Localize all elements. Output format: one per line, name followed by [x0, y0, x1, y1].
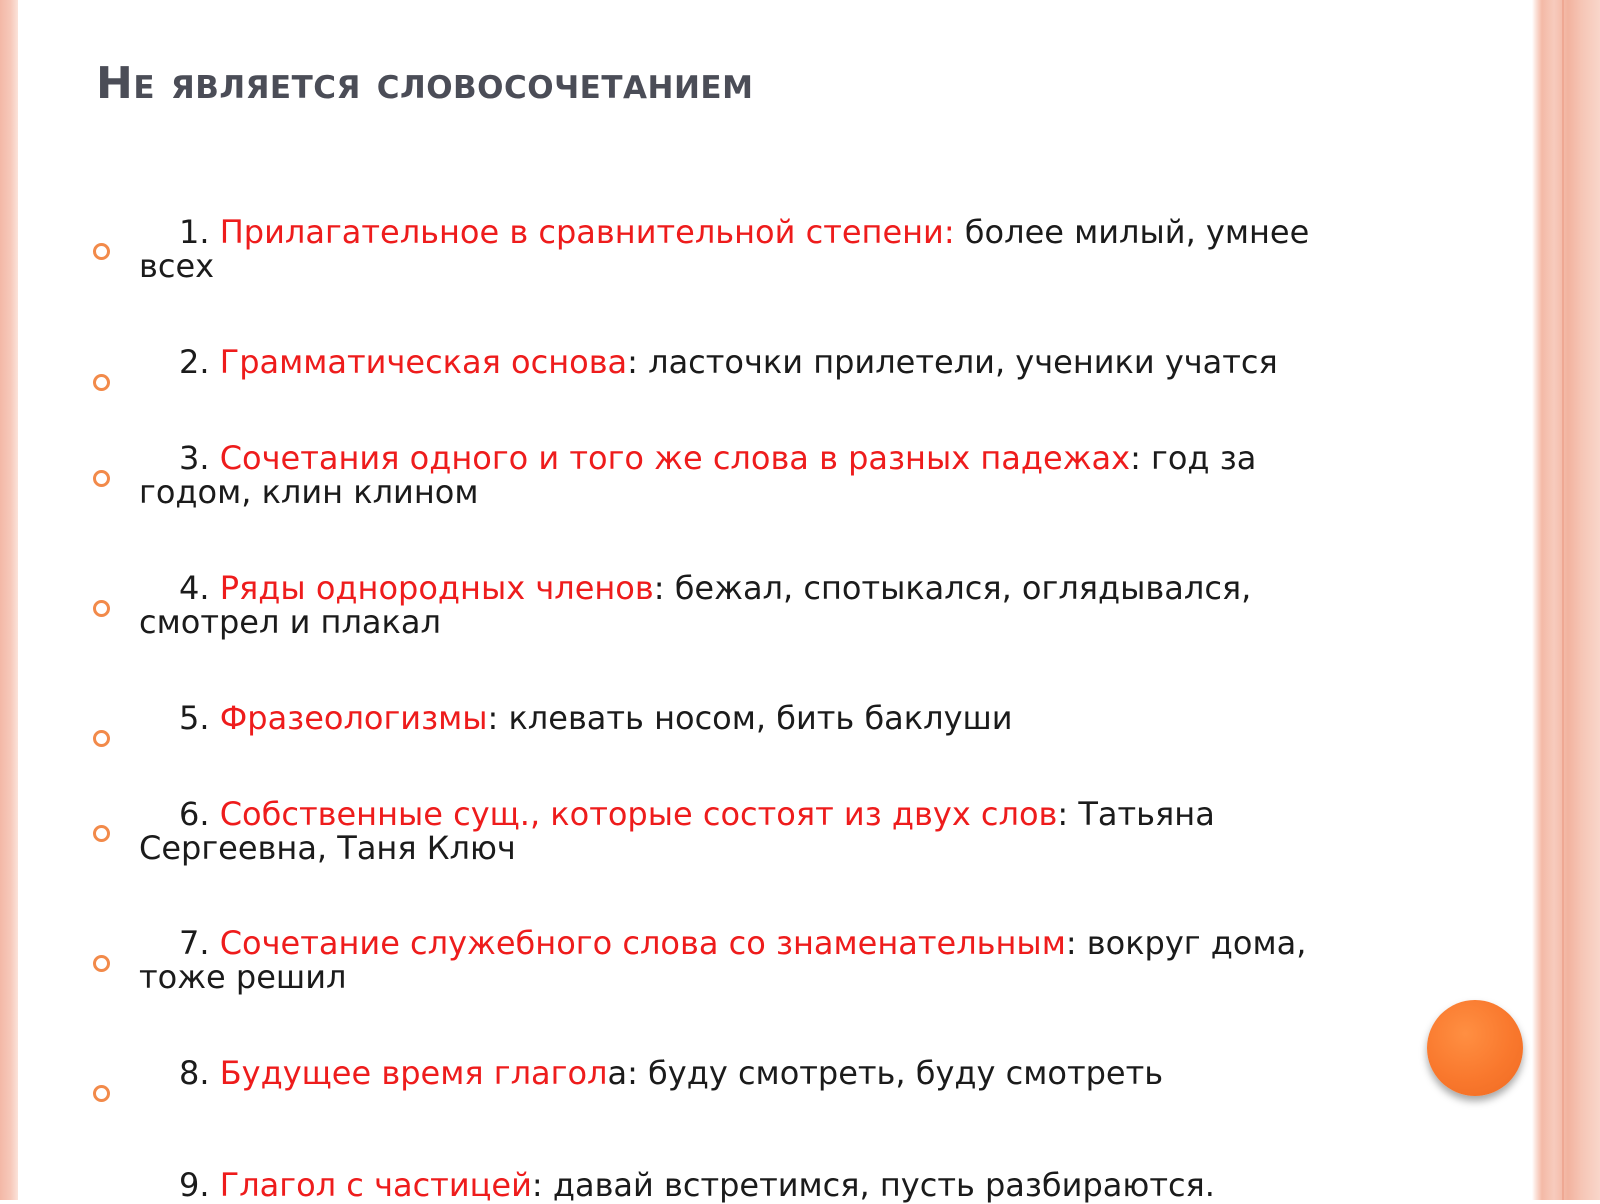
item-number: 4: [179, 569, 200, 607]
list-item: 9. Глагол с частицей: давай встретимся, пусть разбираются.: [179, 1166, 1215, 1204]
item-term: Фразеологизмы: [219, 699, 488, 737]
item-term: Сочетания одного и того же слова в разных падежах: [219, 439, 1131, 477]
item-number: 6: [179, 795, 200, 833]
left-border-decoration: [0, 0, 18, 1200]
list-item: 6. Собственные сущ., которые состоят из двух слов: Татьяна Сергеевна, Таня Ключ: [139, 795, 1215, 867]
item-term: Будущее время глагол: [219, 1054, 608, 1092]
list-item: 5. Фразеологизмы: клевать носом, бить баклуши: [179, 699, 1013, 737]
item-number: 9: [179, 1166, 200, 1204]
bullet-icon: [93, 243, 110, 260]
item-term: Ряды однородных членов: [219, 569, 654, 607]
item-example: : давай встретимся, пусть разбираются.: [531, 1166, 1215, 1204]
item-term: Грамматическая основа: [219, 343, 628, 381]
item-example: : бежал, спотыкался, оглядывался, смотрел и плакал: [139, 569, 1252, 641]
list-item: 7. Сочетание служебного слова со знаменательным: вокруг дома, тоже решил: [139, 924, 1307, 996]
item-example: : вокруг дома, тоже решил: [139, 924, 1307, 996]
item-example: а: буду смотреть, буду смотреть: [607, 1054, 1164, 1092]
item-number: 3: [179, 439, 200, 477]
bullet-icon: [93, 730, 110, 747]
item-number: 1: [179, 213, 200, 251]
item-example: : ласточки прилетели, ученики учатся: [627, 343, 1278, 381]
bullet-icon: [93, 470, 110, 487]
item-example: : год за годом, клин клином: [139, 439, 1257, 511]
list-item: 8. Будущее время глагола: буду смотреть, буду смотреть: [179, 1054, 1164, 1092]
item-example: более милый, умнее всех: [139, 213, 1310, 285]
bullet-icon: [93, 374, 110, 391]
bullet-icon: [93, 600, 110, 617]
slide-title: Не является словосочетанием: [96, 58, 754, 109]
item-term: Прилагательное в сравнительной степени:: [219, 213, 955, 251]
item-example: : клевать носом, бить баклуши: [487, 699, 1013, 737]
item-term: Собственные сущ., которые состоят из двух слов: [219, 795, 1058, 833]
item-number: 2: [179, 343, 200, 381]
item-example: : Татьяна Сергеевна, Таня Ключ: [139, 795, 1215, 867]
list-item: 4. Ряды однородных членов: бежал, спотыкался, оглядывался, смотрел и плакал: [139, 569, 1252, 641]
right-border-line: [1562, 0, 1564, 1200]
list-item: 2. Грамматическая основа: ласточки прилетели, ученики учатся: [179, 343, 1278, 381]
item-number: 5: [179, 699, 200, 737]
right-border-decoration: [1532, 0, 1600, 1200]
bullet-icon: [93, 955, 110, 972]
list-item: 1. Прилагательное в сравнительной степени: более милый, умнее всех: [139, 213, 1310, 285]
item-number: 7: [179, 924, 200, 962]
bullet-icon: [93, 825, 110, 842]
bullet-icon: [93, 1085, 110, 1102]
item-term: Сочетание служебного слова со знаменательным: [219, 924, 1066, 962]
list-item: 3. Сочетания одного и того же слова в разных падежах: год за годом, клин клином: [139, 439, 1257, 511]
item-term: Глагол с частицей: [219, 1166, 532, 1204]
item-number: 8: [179, 1054, 200, 1092]
orange-circle-decoration: [1427, 1000, 1523, 1096]
